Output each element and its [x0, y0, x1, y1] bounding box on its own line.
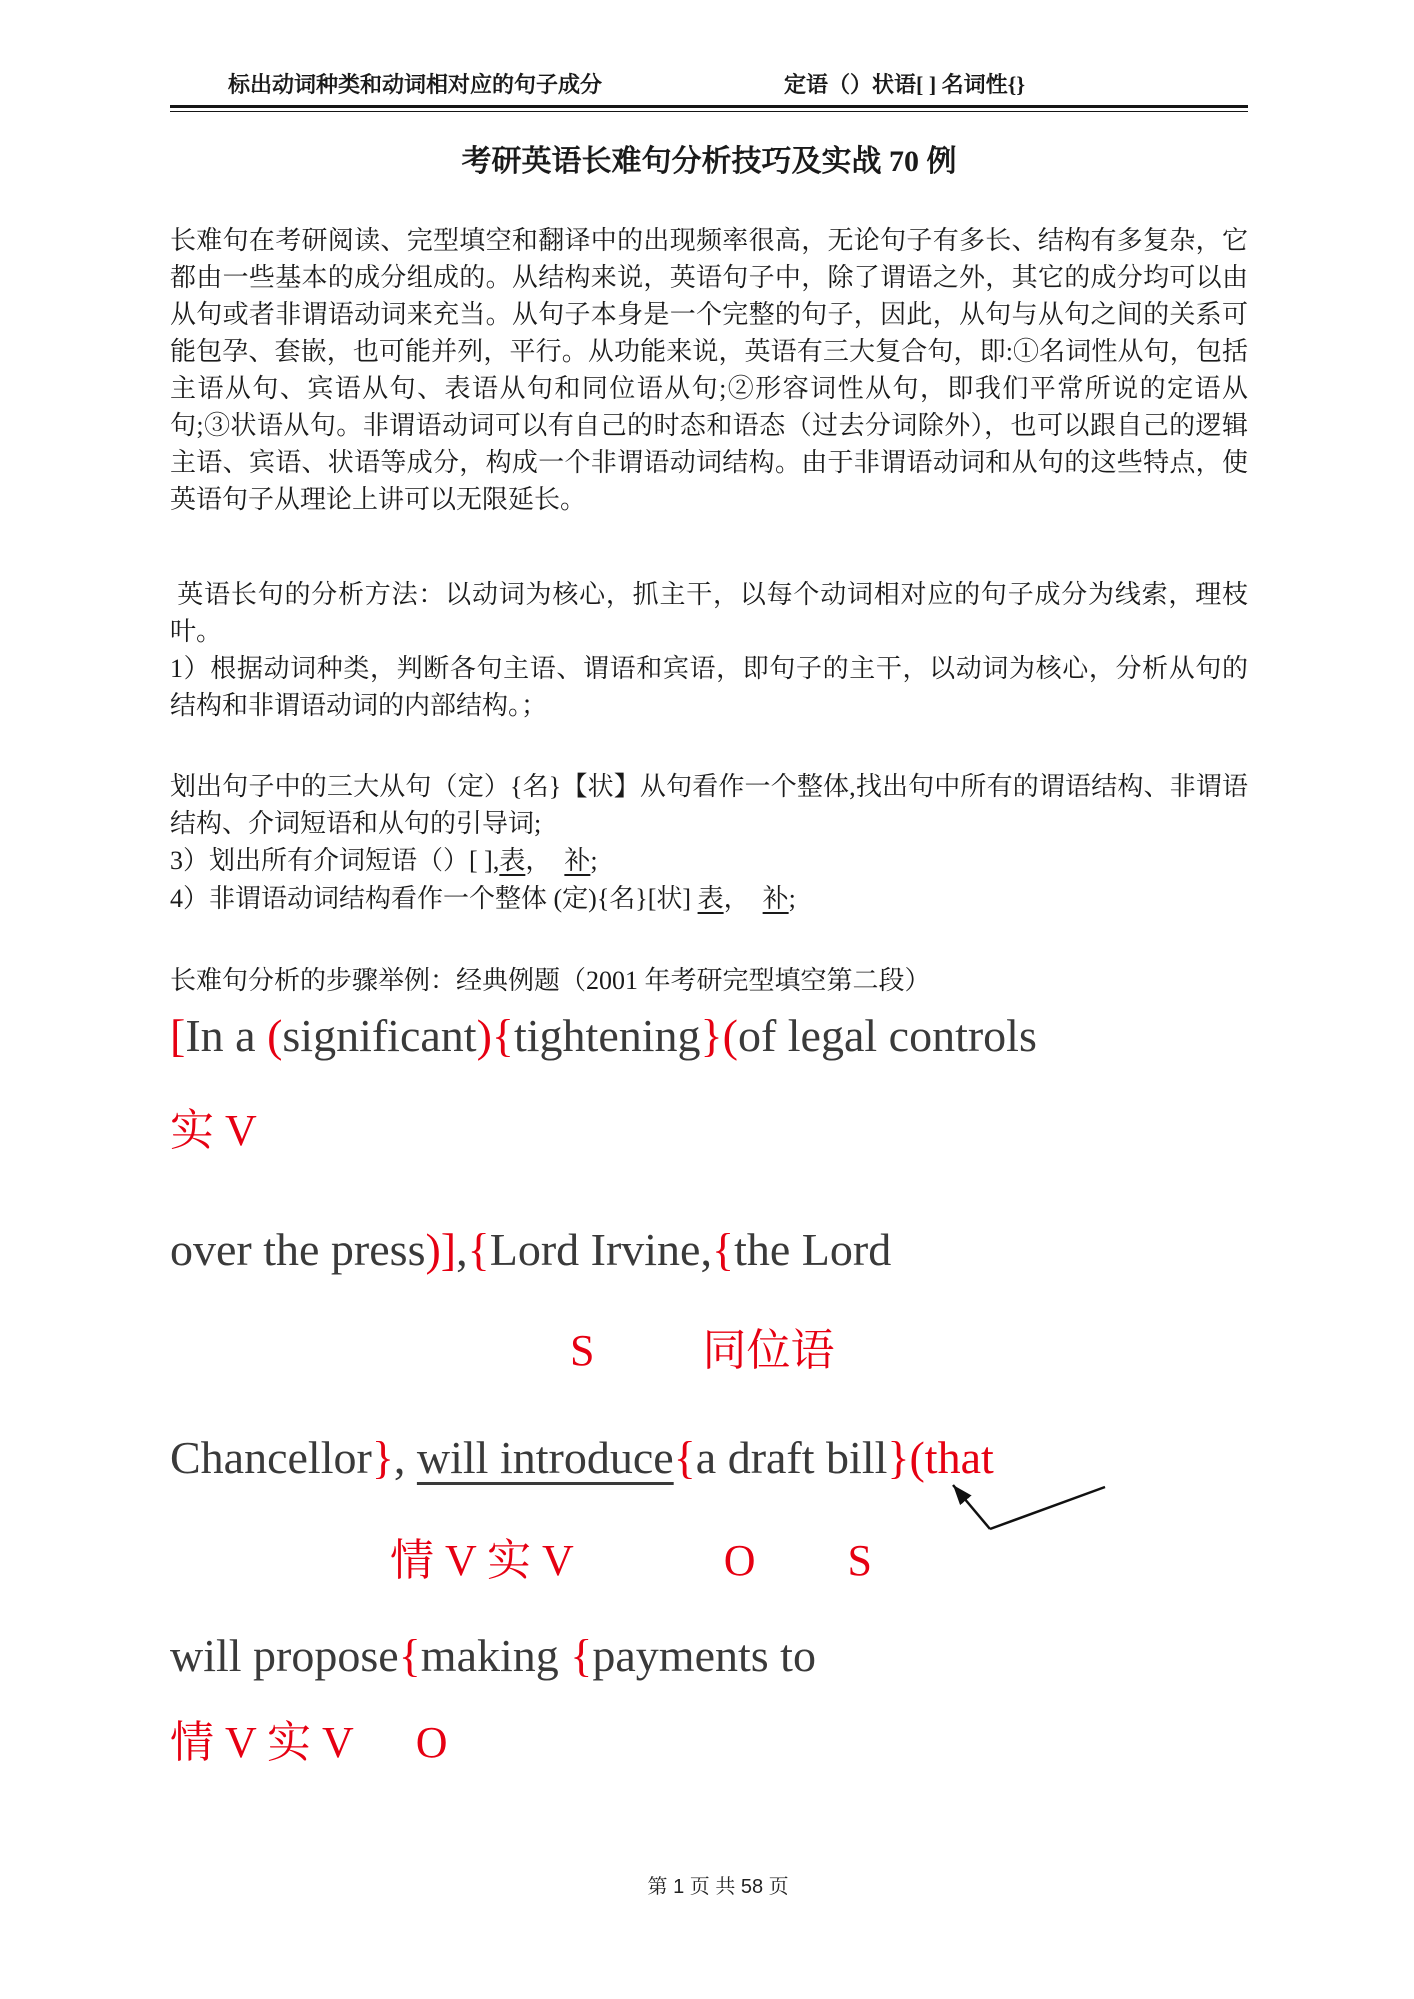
brace-open-red-2: { — [711, 1224, 735, 1275]
object-label-2: O — [415, 1718, 448, 1767]
text-payments-to: payments to — [592, 1630, 816, 1681]
step-4-comma: ， — [723, 884, 763, 913]
step-3-biao-underlined: 表 — [499, 846, 526, 875]
step-3-comma: ， — [525, 846, 565, 875]
header-row — [170, 70, 1248, 100]
header-right-label: 定语（）状语[ ] 名词性{} — [784, 72, 1026, 97]
text-over-the-press: over the press — [170, 1224, 426, 1275]
step-3-line — [170, 842, 1248, 880]
analysis-line-2 — [170, 1221, 1248, 1279]
brace-open-red-5: { — [570, 1630, 593, 1681]
text-chancellor: Chancellor — [170, 1432, 372, 1483]
text-will-introduce-underlined: will introduce — [416, 1432, 674, 1483]
analysis-line-1 — [170, 1007, 1248, 1065]
brace-open-red: { — [467, 1224, 490, 1275]
apposition-label: 同位语 — [702, 1326, 835, 1375]
step-1-paragraph: 1）根据动词种类，判断各句主语、谓语和宾语，即句子的主干，以动词为核心，分析从句的结构和非谓语动词的内部结构。； — [170, 654, 1248, 720]
paren-close-brace-open-red: ){ — [476, 1010, 514, 1061]
step-2-paragraph: 划出句子中的三大从句（定）{名}【状】从句看作一个整体,找出句中所有的谓语结构、非谓语结构、介词短语和从句的引导词; — [170, 772, 1248, 838]
step-4-biao-underlined: 表 — [697, 884, 724, 913]
header-left-label: 标出动词种类和动词相对应的句子成分 — [228, 72, 603, 97]
subject-label: S — [570, 1326, 595, 1375]
brace-open-red-4: { — [398, 1630, 421, 1681]
brace-close-red: } — [371, 1432, 394, 1483]
text-lord-irvine: Lord Irvine, — [489, 1224, 712, 1275]
annotation-arrow — [945, 1477, 1110, 1535]
brace-close-red-2: } — [887, 1432, 910, 1483]
paren-open-red: ( — [267, 1010, 283, 1061]
text-a-draft-bill: a draft bill — [695, 1432, 888, 1483]
page-number: 第 1 页 共 58 页 — [647, 1876, 789, 1898]
object-label: O — [723, 1536, 756, 1585]
step-3-semicolon: ; — [590, 846, 598, 875]
header-rule — [170, 105, 1248, 112]
shi-v-label: 实 V — [170, 1106, 257, 1155]
text-that-red: (that — [909, 1432, 994, 1483]
annotation-verbs-object-subject — [390, 1533, 1248, 1589]
example-caption: 长难句分析的步骤举例：经典例题（2001 年考研完型填空第二段） — [170, 966, 931, 995]
step-4-line — [170, 880, 1248, 918]
method-paragraph: 英语长句的分析方法：以动词为核心，抓主干，以每个动词相对应的句子成分为线索，理枝叶。 — [170, 580, 1248, 646]
document-title: 考研英语长难句分析技巧及实战 70 例 — [461, 145, 957, 178]
annotation-subject-apposition — [570, 1323, 1248, 1379]
annotation-shi-v — [170, 1103, 1248, 1159]
comma-space: , — [393, 1432, 417, 1483]
text-tightening: tightening — [514, 1010, 701, 1061]
modal-real-verb-label: 情 V 实 V — [390, 1536, 574, 1585]
analysis-line-3 — [170, 1429, 1248, 1487]
modal-real-verb-label-2: 情 V 实 V — [170, 1718, 354, 1767]
subject-label-2: S — [847, 1536, 873, 1585]
intro-paragraph: 长难句在考研阅读、完型填空和翻译中的出现频率很高，无论句子有多长、结构有多复杂，它都由一些基本的成分组成的。从结构来说，英语句子中，除了谓语之外，其它的成分均可以由从句或者非谓语动词来充当。从句子本身是一个完整的句子，因此，从句与从句之间的关系可能包孕、套嵌，也可能并列，平行。从功能来说，英语有三大复合句，即:①名词性从句，包括主语从句、宾语从句、表语从句和同位语从句;②形容词性从句，即我们平常所说的定语从句;③状语从句。非谓语动词可以有自己的时态和语态（过去分词除外），也可以跟自己的逻辑主语、宾语、状语等成分，构成一个非谓语动词结构。由于非谓语动词和从句的这些特点，使英语句子从理论上讲可以无限延长。 — [170, 226, 1248, 514]
brace-open-red-3: { — [673, 1432, 696, 1483]
step-3-text: 3）划出所有介词短语（）[ ], — [170, 846, 500, 875]
text-of-legal-controls: of legal controls — [737, 1010, 1037, 1061]
bracket-open-red: [ — [170, 1010, 186, 1061]
analysis-line-4 — [170, 1627, 1248, 1685]
text-the-lord: the Lord — [734, 1224, 892, 1275]
brace-close-paren-open-red: }( — [700, 1010, 738, 1061]
document-body — [170, 142, 1248, 1771]
annotation-verbs-object — [170, 1715, 1248, 1771]
text-making: making — [420, 1630, 571, 1681]
text-in-a: In a — [185, 1010, 268, 1061]
comma: , — [456, 1224, 468, 1275]
page-footer — [0, 1848, 1414, 1926]
step-4-text: 4）非谓语动词结构看作一个整体 (定){名}[状] — [170, 884, 698, 913]
text-significant: significant — [282, 1010, 477, 1061]
step-3-bu-underlined: 补 — [564, 846, 591, 875]
step-4-bu-underlined: 补 — [762, 884, 789, 913]
step-4-semicolon: ; — [788, 884, 796, 913]
page-header — [170, 70, 1248, 112]
text-will-propose: will propose — [170, 1630, 399, 1681]
paren-bracket-close-red: )] — [425, 1224, 457, 1275]
